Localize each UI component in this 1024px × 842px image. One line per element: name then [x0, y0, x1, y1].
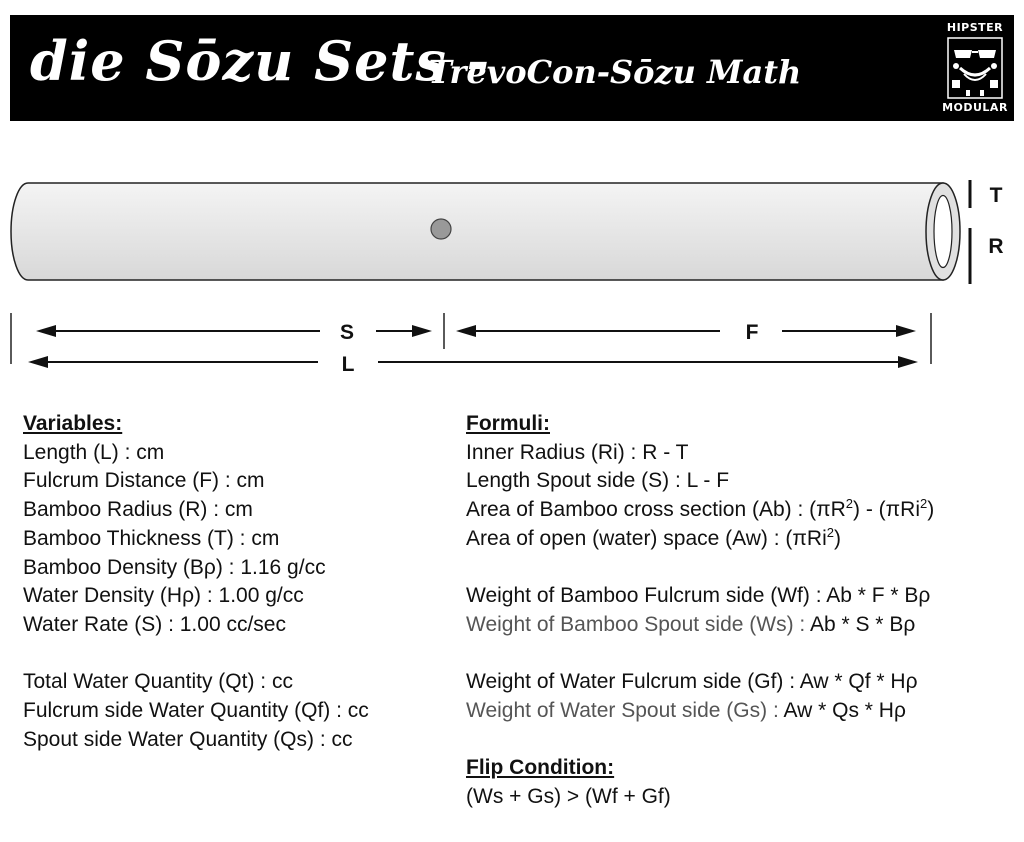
hipster-modular-logo [940, 19, 1010, 117]
variable-fulcrum-distance: Fulcrum Distance (F) : cm [23, 469, 265, 493]
logo-text-bottom: MODULAR [942, 101, 1008, 114]
flip-condition-heading: Flip Condition: [466, 756, 615, 780]
bamboo-diagram [0, 160, 1024, 390]
formula-weight-water-spout: Weight of Water Spout side (Gs) : Aw * Qs * Hρ [466, 699, 906, 722]
variables-heading: Variables: [23, 412, 123, 435]
formulas-section [466, 410, 934, 812]
formula-spout-length: Length Spout side (S) : L - F [466, 469, 730, 493]
formulas-heading: Formuli: [466, 412, 550, 435]
variable-fulcrum-water: Fulcrum side Water Quantity (Qf) : cc [23, 699, 369, 723]
label-l: L [341, 353, 355, 376]
tube-end-ring [926, 183, 960, 280]
label-t: T [989, 184, 1003, 207]
variable-spout-water: Spout side Water Quantity (Qs) : cc [23, 727, 353, 751]
logo-text-top: HIPSTER [946, 21, 1004, 34]
label-r: R [988, 235, 1004, 258]
fulcrum-pivot [431, 219, 451, 239]
page-subtitle: TrevoCon-Sōzu Math [428, 53, 802, 91]
formula-area-water: Area of open (water) space (Aw) : (πRi$^2$) [466, 524, 841, 550]
bamboo-tube [11, 183, 943, 280]
variable-bamboo-radius: Bamboo Radius (R) : cm [23, 498, 253, 522]
variables-section [23, 410, 369, 754]
variable-length: Length (L) : cm [23, 440, 165, 464]
variable-total-water: Total Water Quantity (Qt) : cc [23, 670, 293, 694]
formula-area-bamboo: Area of Bamboo cross section (Ab) : $(\pi R^2) - (\pi Ri^2)$ [466, 496, 935, 522]
variable-water-rate: Water Rate (S) : 1.00 cc/sec [23, 612, 286, 636]
l-dimension-arrow [28, 356, 918, 368]
label-s: S [339, 321, 355, 344]
s-dimension-arrow [36, 325, 432, 337]
formula-weight-bamboo-fulcrum: Weight of Bamboo Fulcrum side (Wf) : Ab * F * Bρ [466, 584, 931, 608]
title-banner [10, 15, 1014, 121]
variable-bamboo-thickness: Bamboo Thickness (T) : cm [23, 526, 280, 550]
formula-weight-bamboo-spout: Weight of Bamboo Spout side (Ws) : Ab * S * Bρ [466, 612, 916, 636]
formula-inner-radius: Inner Radius (Ri) : R - T [466, 440, 689, 464]
variable-water-density: Water Density (Hρ) : 1.00 g/cc [23, 584, 304, 608]
flip-condition-formula: (Ws + Gs) > (Wf + Gf) [466, 785, 671, 809]
logo-face-icon [946, 36, 1004, 100]
page-title: die Sōzu Sets - [30, 29, 491, 93]
label-f: F [745, 321, 759, 344]
formula-weight-water-fulcrum: Weight of Water Fulcrum side (Gf) : Aw * Qf * Hρ [466, 670, 918, 694]
f-dimension-arrow [456, 325, 916, 337]
variable-bamboo-density: Bamboo Density (Bρ) : 1.16 g/cc [23, 555, 326, 579]
